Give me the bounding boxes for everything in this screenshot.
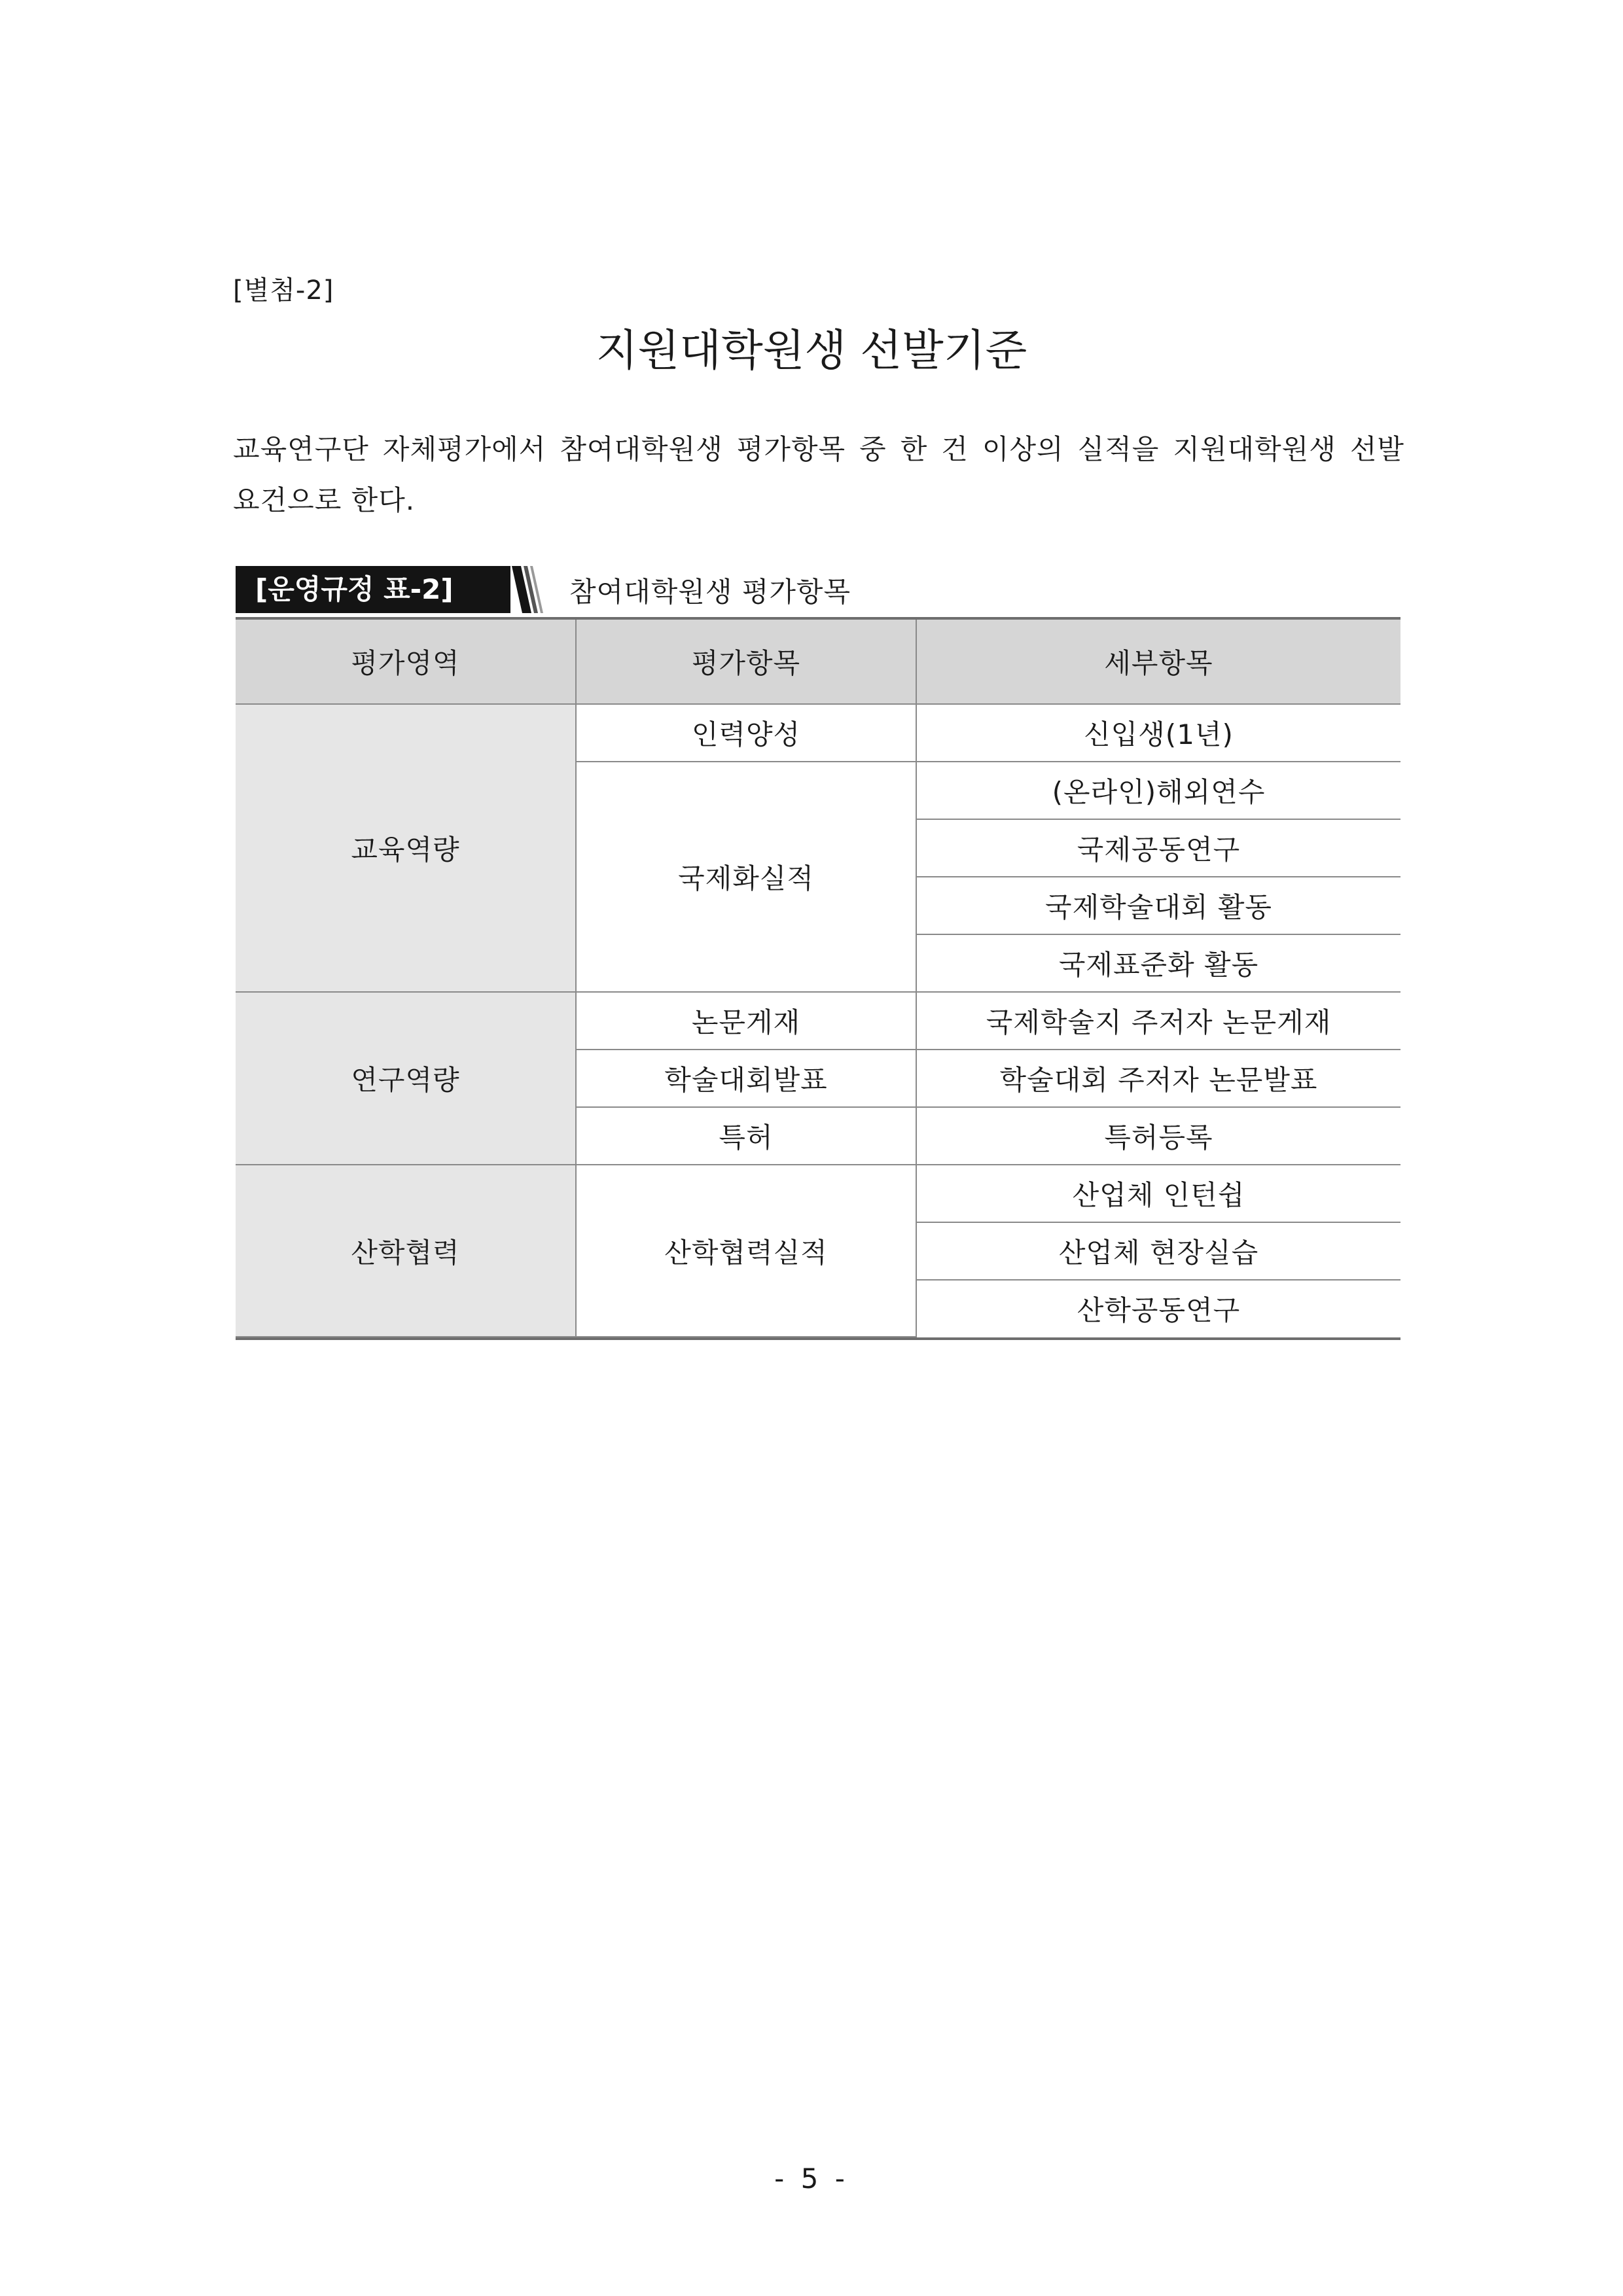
table-caption-label: [운영규정 표-2] xyxy=(236,566,510,613)
detail-cell: 산업체 인턴쉽 xyxy=(916,1165,1400,1222)
item-cell: 산학협력실적 xyxy=(576,1165,916,1337)
item-cell: 학술대회발표 xyxy=(576,1050,916,1107)
detail-cell: 국제학술대회 활동 xyxy=(916,877,1400,934)
header-area: 평가영역 xyxy=(236,620,576,704)
table-row xyxy=(236,992,1400,1050)
item-cell: 국제화실적 xyxy=(576,762,916,992)
item-cell: 특허 xyxy=(576,1107,916,1165)
detail-cell: 국제학술지 주저자 논문게재 xyxy=(916,992,1400,1050)
detail-cell: 국제공동연구 xyxy=(916,819,1400,877)
table-row xyxy=(236,1165,1400,1222)
detail-cell: 국제표준화 활동 xyxy=(916,934,1400,992)
table-caption xyxy=(236,566,1400,613)
detail-cell: 신입생(1년) xyxy=(916,704,1400,762)
evaluation-table-wrapper xyxy=(236,617,1400,1340)
evaluation-items-table xyxy=(236,620,1400,1337)
item-cell: 인력양성 xyxy=(576,704,916,762)
detail-cell: 특허등록 xyxy=(916,1107,1400,1165)
table-header-row xyxy=(236,620,1400,704)
item-cell: 논문게재 xyxy=(576,992,916,1050)
attachment-label: [별첨-2] xyxy=(233,275,334,306)
area-cell: 산학협력 xyxy=(236,1165,576,1337)
document-title: 지원대학원생 선발기준 xyxy=(596,325,1027,376)
area-cell: 연구역량 xyxy=(236,992,576,1165)
caption-slash-decoration xyxy=(512,566,551,613)
table-caption-text: 참여대학원생 평가항목 xyxy=(569,576,851,608)
detail-cell: (온라인)해외연수 xyxy=(916,762,1400,819)
header-item: 평가항목 xyxy=(576,620,916,704)
page-number: - 5 - xyxy=(774,2163,849,2195)
selection-criteria-paragraph: 교육연구단 자체평가에서 참여대학원생 평가항목 중 한 건 이상의 실적을 지원대학원생 선발 요건으로 한다. xyxy=(233,433,1404,516)
area-cell: 교육역량 xyxy=(236,704,576,992)
detail-cell: 산학공동연구 xyxy=(916,1280,1400,1337)
detail-cell: 산업체 현장실습 xyxy=(916,1222,1400,1280)
table-row xyxy=(236,704,1400,762)
detail-cell: 학술대회 주저자 논문발표 xyxy=(916,1050,1400,1107)
header-detail: 세부항목 xyxy=(916,620,1400,704)
